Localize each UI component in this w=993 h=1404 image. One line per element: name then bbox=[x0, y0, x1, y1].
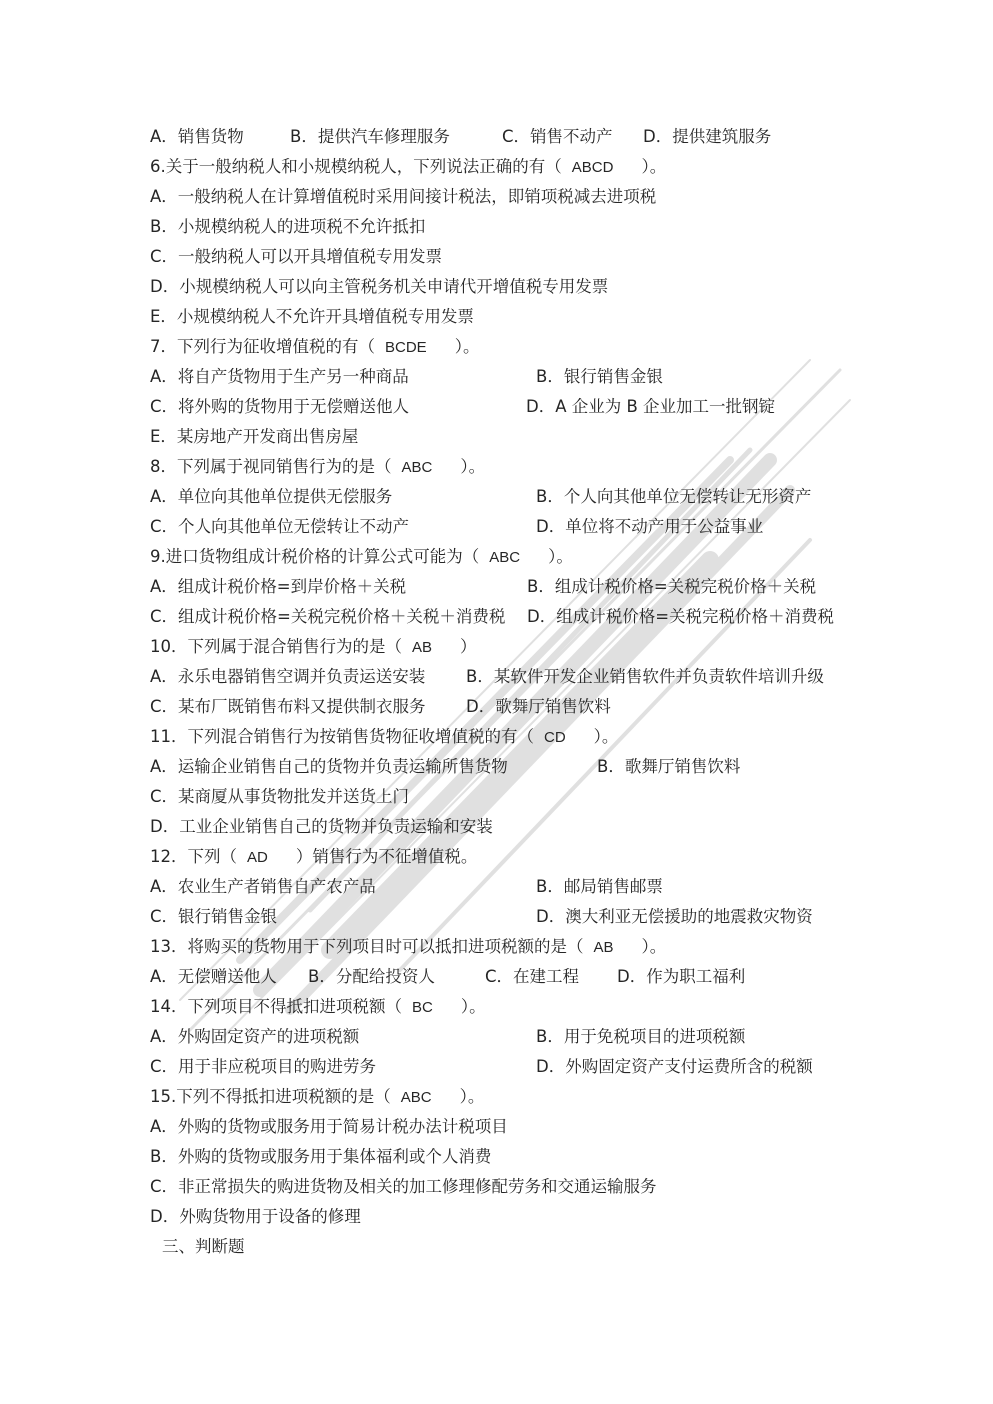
option-row bbox=[150, 1024, 870, 1054]
question-number: 9. bbox=[150, 547, 166, 566]
question-number: 8． bbox=[150, 457, 177, 476]
answer-key: BCDE bbox=[385, 339, 427, 356]
answer-key: AB bbox=[412, 639, 433, 656]
option-row bbox=[150, 124, 870, 154]
answer-option: C．将外购的货物用于无偿赠送他人 bbox=[150, 397, 410, 416]
answer-option: D．A 企业为 B 企业加工一批钢锭 bbox=[526, 397, 776, 416]
question-text: 下列行为征收增值税的有（ bbox=[177, 337, 375, 356]
answer-option: B．外购的货物或服务用于集体福利或个人消费 bbox=[150, 1147, 492, 1166]
question-stem bbox=[150, 154, 870, 184]
answer-option: E．某房地产开发商出售房屋 bbox=[150, 427, 359, 446]
answer-key: ABC bbox=[489, 549, 521, 566]
answer-option: C．在建工程 bbox=[485, 967, 580, 986]
option-row bbox=[150, 874, 870, 904]
question-stem bbox=[150, 454, 870, 484]
question-stem bbox=[150, 934, 870, 964]
answer-option: D．提供建筑服务 bbox=[643, 127, 772, 146]
answer-option: C．销售不动产 bbox=[502, 127, 613, 146]
question-close: ）销售行为不征增值税。 bbox=[295, 847, 478, 866]
section-heading bbox=[150, 1234, 870, 1264]
answer-option: B．组成计税价格=关税完税价格＋关税 bbox=[527, 577, 817, 596]
question-number: 6. bbox=[150, 157, 166, 176]
option-row bbox=[150, 904, 870, 934]
answer-option: C．非正常损失的购进货物及相关的加工修理修配劳务和交通运输服务 bbox=[150, 1177, 657, 1196]
answer-key: ABC bbox=[401, 459, 433, 476]
answer-option: D．单位将不动产用于公益事业 bbox=[536, 517, 764, 536]
question-stem bbox=[150, 544, 870, 574]
answer-option: A．外购的货物或服务用于简易计税办法计税项目 bbox=[150, 1117, 508, 1136]
option-row bbox=[150, 274, 870, 304]
answer-option: C．组成计税价格=关税完税价格＋关税＋消费税 bbox=[150, 607, 506, 626]
question-stem bbox=[150, 334, 870, 364]
question-text: 下列不得抵扣进项税额的是（ bbox=[176, 1087, 391, 1106]
question-number: 7． bbox=[150, 337, 177, 356]
option-row bbox=[150, 1114, 870, 1144]
answer-option: D．组成计税价格=关税完税价格＋消费税 bbox=[527, 607, 835, 626]
option-row bbox=[150, 1054, 870, 1084]
question-close: ）。 bbox=[454, 337, 480, 356]
question-text: 下列混合销售行为按销售货物征收增值税的有（ bbox=[187, 727, 534, 746]
answer-option: A．组成计税价格=到岸价格＋关税 bbox=[150, 577, 407, 596]
answer-key: BC bbox=[412, 999, 433, 1016]
answer-option: B．小规模纳税人的进项税不允许抵扣 bbox=[150, 217, 426, 236]
question-stem bbox=[150, 724, 870, 754]
answer-option: A．将自产货物用于生产另一种商品 bbox=[150, 367, 409, 386]
option-row bbox=[150, 604, 870, 634]
option-row bbox=[150, 1174, 870, 1204]
option-row bbox=[150, 1144, 870, 1174]
question-number: 10． bbox=[150, 637, 188, 656]
answer-option: D．作为职工福利 bbox=[617, 967, 746, 986]
answer-option: B．分配给投资人 bbox=[308, 967, 435, 986]
section-title: 三、判断题 bbox=[162, 1237, 245, 1256]
question-number: 14． bbox=[150, 997, 188, 1016]
answer-option: E．小规模纳税人不允许开具增值税专用发票 bbox=[150, 307, 474, 326]
option-row bbox=[150, 184, 870, 214]
answer-option: A．无偿赠送他人 bbox=[150, 967, 277, 986]
answer-option: B．歌舞厅销售饮料 bbox=[597, 757, 741, 776]
answer-option: C．个人向其他单位无偿转让不动产 bbox=[150, 517, 410, 536]
answer-option: D．歌舞厅销售饮料 bbox=[466, 697, 611, 716]
answer-option: A．单位向其他单位提供无偿服务 bbox=[150, 487, 393, 506]
question-stem bbox=[150, 844, 870, 874]
option-row bbox=[150, 304, 870, 334]
answer-option: C．银行销售金银 bbox=[150, 907, 278, 926]
question-close: ）。 bbox=[641, 937, 667, 956]
answer-option: B．个人向其他单位无偿转让无形资产 bbox=[536, 487, 812, 506]
question-close: ） bbox=[460, 637, 477, 656]
option-row bbox=[150, 214, 870, 244]
answer-option: D．外购固定资产支付运费所含的税额 bbox=[536, 1057, 813, 1076]
document-body bbox=[150, 124, 870, 1264]
question-stem bbox=[150, 1084, 870, 1114]
answer-option: B．银行销售金银 bbox=[536, 367, 663, 386]
question-close: ）。 bbox=[548, 547, 573, 566]
option-row bbox=[150, 694, 870, 724]
answer-option: C．某商厦从事货物批发并送货上门 bbox=[150, 787, 410, 806]
question-text: 关于一般纳税人和小规模纳税人，下列说法正确的有（ bbox=[165, 157, 562, 176]
answer-option: C．用于非应税项目的购进劳务 bbox=[150, 1057, 377, 1076]
answer-option: B．某软件开发企业销售软件并负责软件培训升级 bbox=[466, 667, 824, 686]
answer-option: A．运输企业销售自己的货物并负责运输所售货物 bbox=[150, 757, 508, 776]
option-row bbox=[150, 1204, 870, 1234]
option-row bbox=[150, 574, 870, 604]
option-row bbox=[150, 784, 870, 814]
answer-key: AD bbox=[247, 849, 268, 866]
question-close: ）。 bbox=[593, 727, 619, 746]
option-row bbox=[150, 484, 870, 514]
question-text: 将购买的货物用于下列项目时可以抵扣进项税额的是（ bbox=[187, 937, 584, 956]
answer-option: D．小规模纳税人可以向主管税务机关申请代开增值税专用发票 bbox=[150, 277, 609, 296]
answer-option: B．邮局销售邮票 bbox=[536, 877, 663, 896]
question-text: 下列项目不得抵扣进项税额（ bbox=[187, 997, 402, 1016]
answer-key: CD bbox=[544, 729, 566, 746]
question-close: ）。 bbox=[460, 457, 486, 476]
answer-option: C．某布厂既销售布料又提供制衣服务 bbox=[150, 697, 426, 716]
question-text: 下列属于视同销售行为的是（ bbox=[177, 457, 392, 476]
answer-option: B．用于免税项目的进项税额 bbox=[536, 1027, 746, 1046]
answer-option: A．外购固定资产的进项税额 bbox=[150, 1027, 360, 1046]
answer-key: ABCD bbox=[571, 159, 614, 176]
question-close: ）。 bbox=[641, 157, 667, 176]
option-row bbox=[150, 754, 870, 784]
option-row bbox=[150, 964, 870, 994]
answer-key: ABC bbox=[400, 1089, 432, 1106]
option-row bbox=[150, 394, 870, 424]
option-row bbox=[150, 664, 870, 694]
option-row bbox=[150, 364, 870, 394]
answer-option: D．外购货物用于设备的修理 bbox=[150, 1207, 361, 1226]
question-number: 15. bbox=[150, 1087, 177, 1106]
option-row bbox=[150, 814, 870, 844]
question-text: 下列（ bbox=[187, 847, 237, 866]
answer-option: C．一般纳税人可以开具增值税专用发票 bbox=[150, 247, 443, 266]
answer-option: A．一般纳税人在计算增值税时采用间接计税法，即销项税减去进项税 bbox=[150, 187, 657, 206]
answer-option: A．农业生产者销售自产农产品 bbox=[150, 877, 376, 896]
question-text: 下列属于混合销售行为的是（ bbox=[187, 637, 402, 656]
answer-key: AB bbox=[593, 939, 614, 956]
answer-option: A．永乐电器销售空调并负责运送安装 bbox=[150, 667, 426, 686]
question-number: 12． bbox=[150, 847, 188, 866]
question-close: ）。 bbox=[460, 997, 486, 1016]
answer-option: A．销售货物 bbox=[150, 127, 244, 146]
answer-option: D．工业企业销售自己的货物并负责运输和安装 bbox=[150, 817, 493, 836]
question-stem bbox=[150, 634, 870, 664]
option-row bbox=[150, 244, 870, 274]
question-number: 11． bbox=[150, 727, 188, 746]
option-row bbox=[150, 424, 870, 454]
answer-option: D．澳大利亚无偿援助的地震救灾物资 bbox=[536, 907, 813, 926]
question-close: ）。 bbox=[459, 1087, 485, 1106]
answer-option: B．提供汽车修理服务 bbox=[290, 127, 450, 146]
question-text: 进口货物组成计税价格的计算公式可能为（ bbox=[165, 547, 480, 566]
question-stem bbox=[150, 994, 870, 1024]
option-row bbox=[150, 514, 870, 544]
question-number: 13． bbox=[150, 937, 188, 956]
